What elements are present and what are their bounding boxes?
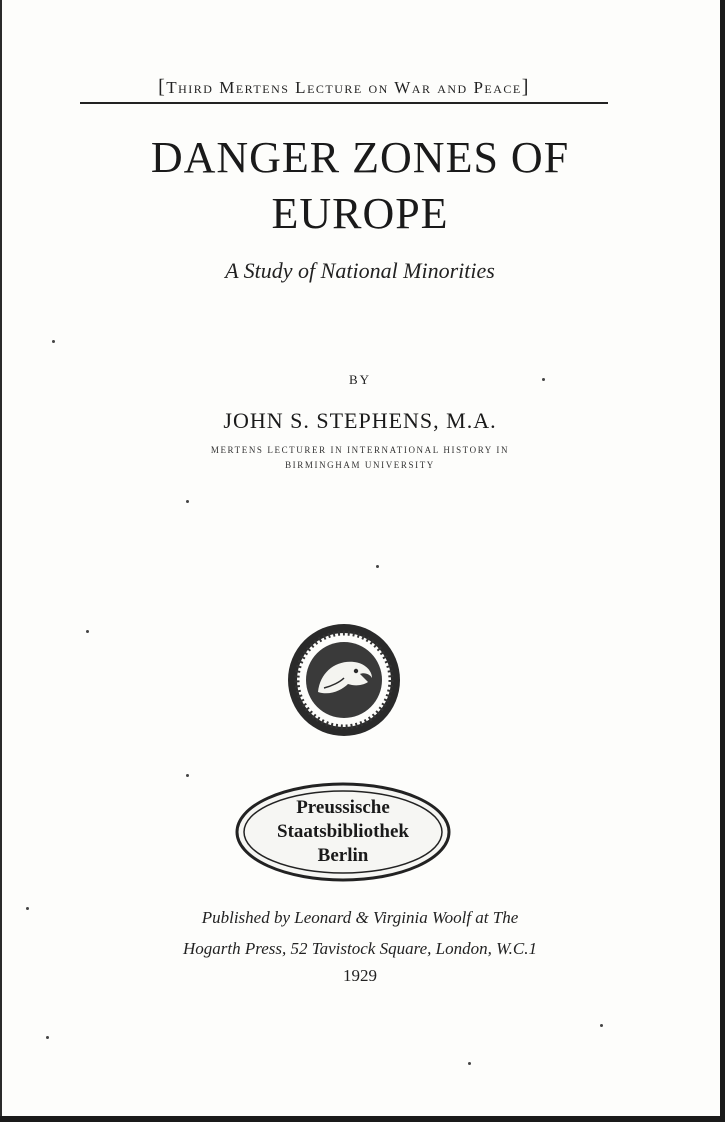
scan-edge-bottom	[0, 1116, 725, 1122]
scan-speck	[186, 500, 189, 503]
close-bracket: ]	[521, 76, 530, 98]
title-line-2: EUROPE	[271, 189, 449, 238]
scan-speck	[468, 1062, 471, 1065]
library-stamp	[233, 780, 453, 885]
scan-speck	[86, 630, 89, 633]
scan-speck	[186, 774, 189, 777]
affiliation-line-2: BIRMINGHAM UNIVERSITY	[285, 460, 435, 470]
publisher-imprint	[90, 902, 630, 964]
scan-speck	[542, 378, 545, 381]
publication-year: 1929	[343, 966, 377, 985]
series-heading	[80, 76, 608, 104]
series-text: Third Mertens Lecture on War and Peace	[166, 78, 522, 97]
affiliation-line-1: MERTENS LECTURER IN INTERNATIONAL HISTORY IN	[210, 445, 510, 455]
open-bracket: [	[158, 76, 167, 98]
publisher-emblem-icon	[284, 620, 404, 740]
stamp-line-1: Preussische	[296, 797, 390, 818]
scan-edge-left	[0, 0, 2, 1122]
book-subtitle: A Study of National Minorities	[225, 258, 495, 283]
stamp-line-2: Staatsbibliothek	[277, 821, 409, 842]
author-affiliation	[160, 443, 560, 473]
scan-speck	[26, 907, 29, 910]
stamp-line-3: Berlin	[317, 845, 369, 866]
title-line-1: DANGER ZONES OF	[150, 133, 570, 182]
scan-speck	[600, 1024, 603, 1027]
book-title	[60, 130, 660, 242]
scan-speck	[52, 340, 55, 343]
author-name: JOHN S. STEPHENS, M.A.	[223, 408, 497, 433]
by-label: BY	[348, 372, 372, 387]
scan-speck	[376, 565, 379, 568]
scan-edge-right	[720, 0, 725, 1122]
publisher-line-2: Hogarth Press, 52 Tavistock Square, London, W.C.1	[182, 939, 538, 958]
scan-speck	[46, 1036, 49, 1039]
publisher-line-1: Published by Leonard & Virginia Woolf at The	[201, 908, 519, 927]
